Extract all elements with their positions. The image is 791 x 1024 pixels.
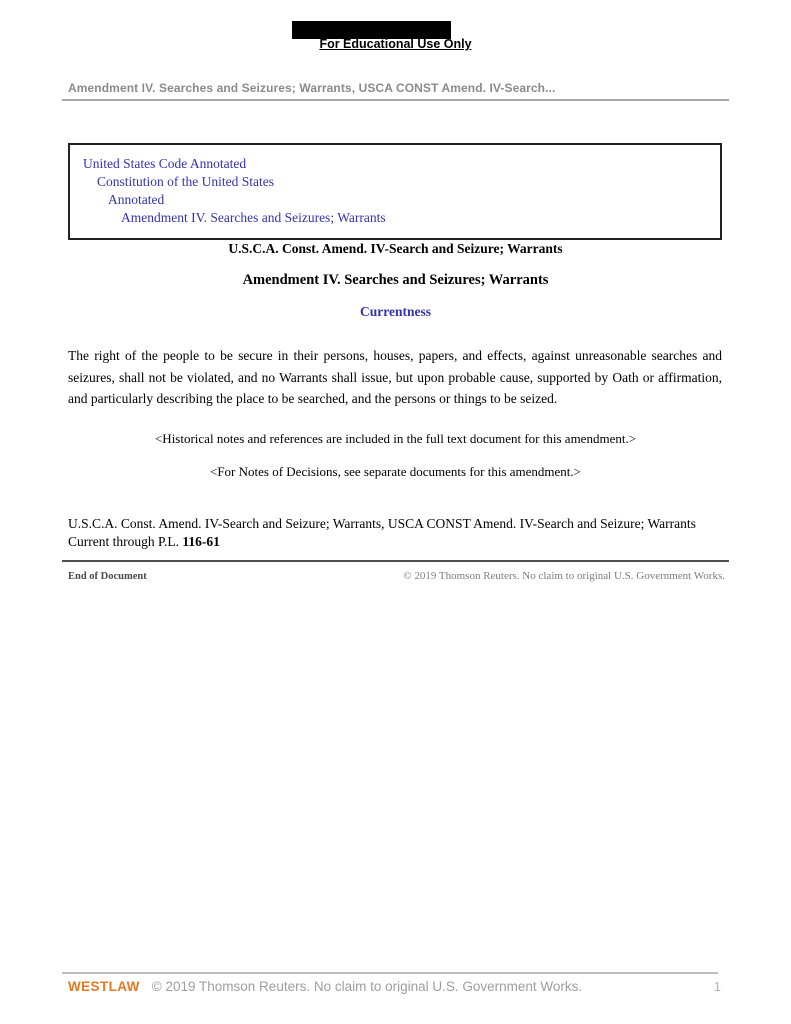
notes-of-decisions-line: <For Notes of Decisions, see separate documents for this amendment.>	[210, 464, 581, 479]
breadcrumb-link-constitution[interactable]: Constitution of the United States	[97, 174, 274, 189]
currency-prefix: Current through P.L.	[68, 534, 183, 549]
breadcrumb-box	[68, 143, 722, 240]
page-footer	[68, 979, 721, 994]
currentness-link[interactable]: Currentness	[359, 304, 431, 319]
amendment-title-heading: Amendment IV. Searches and Seizures; Warrants	[242, 272, 549, 288]
breadcrumb-link-annotated[interactable]: Annotated	[108, 192, 165, 207]
footer-copyright-text: © 2019 Thomson Reuters. No claim to original U.S. Government Works.	[151, 979, 583, 994]
header-divider	[62, 99, 729, 101]
footer-divider	[62, 972, 718, 974]
historical-notes-line: <Historical notes and references are included in the full text document for this amendment.>	[154, 431, 637, 446]
amendment-body-text: The right of the people to be secure in their persons, houses, papers, and effects, against unreasonable searches and seizures, shall not be violated, and no Warrants shall issue, but upon probable cause, supported by Oath or affirmation, and particularly describing the place to be searched, and the persons or things to be seized.	[68, 348, 722, 406]
page-number: 1	[713, 979, 721, 994]
end-of-document-row	[68, 570, 725, 582]
document-header-title: Amendment IV. Searches and Seizures; Warrants, USCA CONST Amend. IV-Search...	[68, 81, 556, 95]
westlaw-logo: WESTLAW	[68, 979, 140, 994]
end-of-document-divider	[62, 560, 729, 562]
end-of-document-label: End of Document	[68, 571, 147, 582]
citation-heading: U.S.C.A. Const. Amend. IV-Search and Seizure; Warrants	[228, 241, 563, 256]
currency-public-law-number: 116-61	[182, 534, 220, 549]
breadcrumb-link-usca[interactable]: United States Code Annotated	[83, 156, 247, 171]
currency-line	[68, 531, 722, 552]
end-copyright-text: © 2019 Thomson Reuters. No claim to original U.S. Government Works.	[403, 570, 725, 582]
educational-use-banner: For Educational Use Only	[319, 37, 472, 51]
breadcrumb-link-amendment[interactable]: Amendment IV. Searches and Seizures; Warrants	[121, 210, 386, 225]
full-citation-line: U.S.C.A. Const. Amend. IV-Search and Seizure; Warrants, USCA CONST Amend. IV-Search and Seizure; Warrants	[68, 516, 696, 531]
